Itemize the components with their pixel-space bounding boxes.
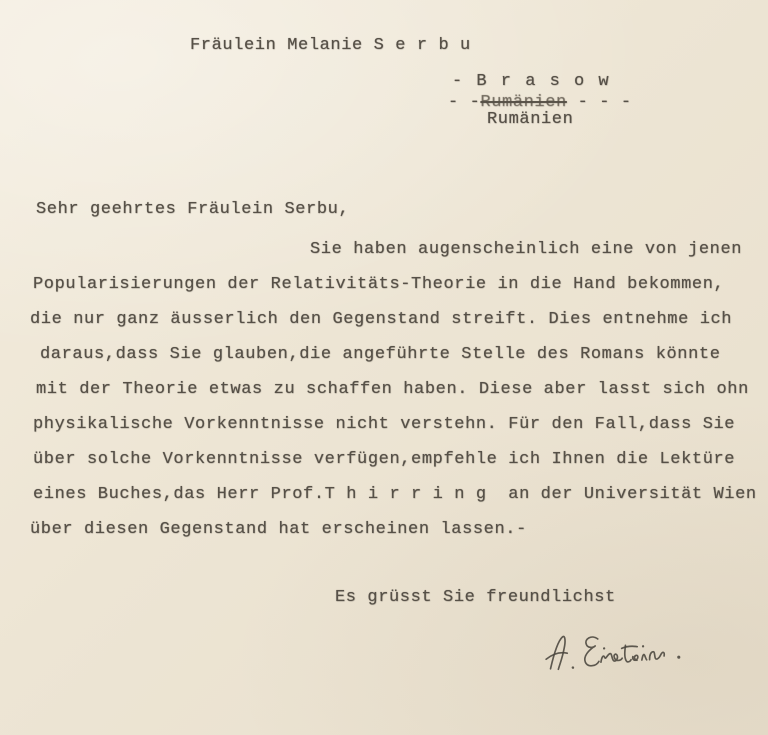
body-line: Sie haben augenscheinlich eine von jenen — [310, 240, 743, 259]
body-line: physikalische Vorkenntnisse nicht verstehn. Für den Fall,dass Sie — [33, 415, 736, 434]
salutation: Sehr geehrtes Fräulein Serbu, — [36, 200, 350, 219]
struck-country-text: Rumänien — [480, 93, 567, 112]
struck-prefix-dashes: - - — [448, 93, 481, 112]
body-line: eines Buches,das Herr Prof.T h i r r i n g an der Universität Wien — [33, 485, 757, 504]
letter-body — [30, 240, 768, 555]
body-line: über solche Vorkenntnisse verfügen,empfehle ich Ihnen die Lektüre — [33, 450, 736, 469]
body-line: die nur ganz äusserlich den Gegenstand streift. Dies entnehme ich — [30, 310, 733, 329]
struck-suffix-dashes: - - - — [566, 93, 632, 112]
body-line: Popularisierungen der Relativitäts-Theorie in die Hand bekommen, — [33, 275, 725, 294]
einstein-signature — [539, 619, 737, 685]
closing-line: Es grüsst Sie freundlichst — [335, 588, 616, 607]
recipient-name: Fräulein Melanie S e r b u — [190, 36, 471, 55]
body-line: daraus,dass Sie glauben,die angeführte Stelle des Romans könnte — [40, 345, 721, 364]
recipient-country: Rumänien — [487, 110, 574, 129]
body-line: über diesen Gegenstand hat erscheinen lassen.- — [30, 520, 527, 539]
recipient-city: - B r a s o w — [452, 72, 611, 91]
signature-drawing — [539, 619, 737, 685]
body-line: mit der Theorie etwas zu schaffen haben. Diese aber lasst sich ohn — [36, 380, 749, 399]
